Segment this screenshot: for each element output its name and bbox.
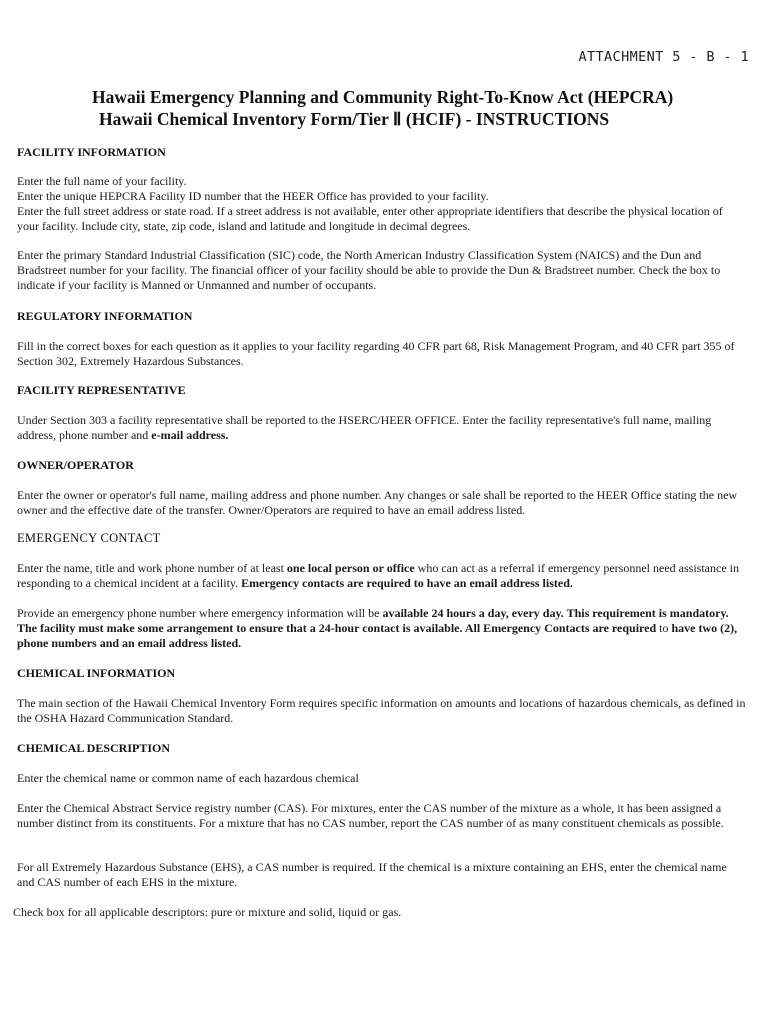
owner-operator-instruction: Enter the owner or operator's full name, mailing address and phone number. Any changes or sale shall be reported to the HEER Office stating the new owner and the effective date of the transfer. Owner/Operators are required to have an email address listed. (17, 488, 738, 517)
section-heading-facility-representative: FACILITY REPRESENTATIVE (17, 383, 186, 397)
facility-codes-instruction: Enter the primary Standard Industrial Classification (SIC) code, the North American Industry Classification System (NAICS) and the Dun and Bradstreet number for your facility. The financial officer of your facility should be able to provide the Dun & Bradstreet number. Check the box to indicate if your facility is Manned or Unmanned and number of occupants. (17, 248, 721, 292)
facility-name-instruction: Enter the full name of your facility. (17, 174, 187, 188)
attachment-label: ATTACHMENT 5 - B - 1 (578, 49, 749, 65)
facility-representative-text: Under Section 303 a facility representative shall be reported to the HSERC/HEER OFFICE. Enter the facility representative's full name, mailing address, phone number and (17, 413, 712, 442)
section-heading-emergency-contact: EMERGENCY CONTACT (17, 531, 161, 545)
regulatory-instruction: Fill in the correct boxes for each question as it applies to your facility regarding 40 CFR part 68, Risk Management Program, and 40 CFR part 355 of Section 302, Extremely Hazardous Substances. (17, 339, 735, 368)
emergency-phone-emphasis-two-numbers: have two (2), phone numbers and an email address listed. (17, 621, 738, 650)
emergency-contact-text-c: who can act as a referral if emergency personnel need assistance in responding to a chemical incident at a facility. (17, 561, 739, 590)
ehs-cas-instruction: For all Extremely Hazardous Substance (EHS), a CAS number is required. If the chemical is a mixture containing an EHS, enter the chemical name and CAS number of each EHS in the mixture. (17, 860, 727, 889)
facility-representative-instruction (17, 413, 747, 443)
emergency-phone-text-a: Provide an emergency phone number where emergency information will be (17, 606, 383, 620)
cas-number-instruction: Enter the Chemical Abstract Service registry number (CAS). For mixtures, enter the CAS number of the mixture as a whole, it has been assigned a number distinct from its constituents. For a mixture that has no CAS number, report the CAS number of as many constituent chemicals as possible. (17, 801, 724, 830)
facility-representative-email-emphasis: e-mail address. (151, 428, 229, 442)
document-title: Hawaii Emergency Planning and Community Right-To-Know Act (HEPCRA) (92, 87, 674, 107)
document-subtitle: Hawaii Chemical Inventory Form/Tier Ⅱ (HCIF) - INSTRUCTIONS (99, 109, 610, 129)
facility-address-instruction: Enter the full street address or state road. If a street address is not available, enter other appropriate identifiers that describe the physical location of your facility. Include city, state, zip code, island and latitude and longitude in decimal degrees. (17, 204, 723, 233)
emergency-contact-instruction (17, 561, 747, 591)
chemical-information-instruction: The main section of the Hawaii Chemical Inventory Form requires specific information on amounts and locations of hazardous chemicals, as defined in the OSHA Hazard Communication Standard. (17, 696, 746, 725)
section-heading-chemical-description: CHEMICAL DESCRIPTION (17, 741, 171, 755)
emergency-phone-instruction (17, 606, 747, 651)
chemical-name-instruction: Enter the chemical name or common name of each hazardous chemical (17, 771, 359, 785)
section-heading-facility-information: FACILITY INFORMATION (17, 145, 166, 159)
emergency-contact-emphasis-local: one local person or office (286, 561, 415, 575)
section-heading-owner-operator: OWNER/OPERATOR (17, 458, 134, 472)
facility-id-instruction: Enter the unique HEPCRA Facility ID number that the HEER Office has provided to your facility. (17, 189, 489, 203)
descriptor-checkbox-instruction: Check box for all applicable descriptors: pure or mixture and solid, liquid or gas. (13, 905, 402, 919)
section-heading-chemical-information: CHEMICAL INFORMATION (17, 666, 176, 680)
emergency-phone-emphasis-mandatory: available 24 hours a day, every day. This requirement is mandatory. The facility must make some arrangement to ensure that a 24-hour contact is available. All Emergency Contacts are required (17, 606, 729, 635)
emergency-contact-emphasis-email: Emergency contacts are required to have an email address listed. (241, 576, 573, 590)
section-heading-regulatory-information: REGULATORY INFORMATION (17, 309, 193, 323)
emergency-contact-text-a: Enter the name, title and work phone number of at least (17, 561, 287, 575)
emergency-phone-text-to: to (659, 621, 669, 635)
